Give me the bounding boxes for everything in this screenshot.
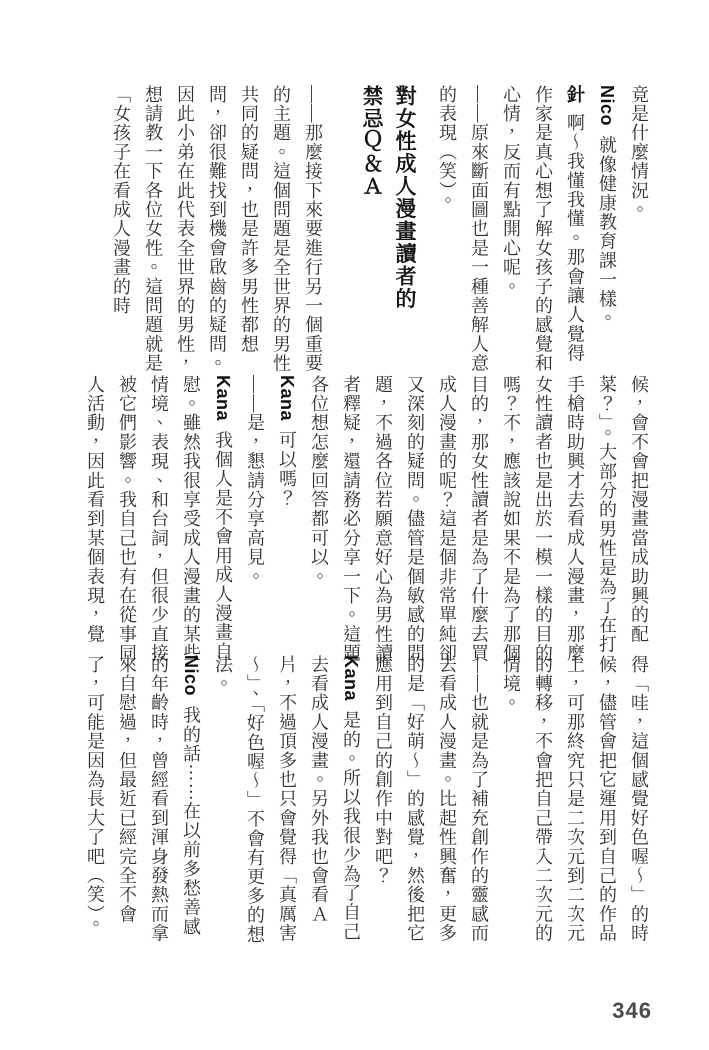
speaker-name: 針	[565, 85, 585, 104]
speaker-name: Kana	[341, 655, 361, 702]
vertical-paragraph: Kana可以嗎？	[277, 375, 297, 508]
vertical-paragraph: ——原來斷面圖也是一種善解人意的表現（笑）。	[437, 85, 489, 373]
vertical-paragraph: Nico就像健康教育課一樣。	[597, 85, 617, 328]
speaker-name: Nico	[181, 655, 201, 697]
vertical-paragraph: 得「哇，這個感覺好色喔～」的時候，儘管會把它運用到自己的作品上，可那終究只是二次元到二次元的轉移，不會把自己帶入二次元的情境。	[501, 655, 649, 943]
text-section-top	[51, 85, 655, 377]
speaker-name: Kana	[277, 375, 297, 422]
section-heading: 對女性成人漫畫讀者的 禁忌Ｑ＆Ａ	[360, 85, 416, 310]
speaker-name: Nico	[597, 85, 617, 127]
page-number: 346	[612, 998, 652, 1023]
speaker-name: Kana	[213, 375, 233, 422]
vertical-paragraph: ——也就是為了補充創作的靈感而去看成人漫畫。比起性興奮，更多的是「好萌～」的感覺，然後把它應用到自己的創作中對吧？	[373, 655, 489, 943]
vertical-paragraph: 針啊～我懂我懂。那會讓人覺得作家是真心想了解女孩子的感覺和心情，反而有點開心呢。	[501, 85, 585, 373]
vertical-paragraph: ——那麼接下來要進行另一個重要的主題。這個問題是全世界的男性共同的疑問，也是許多男性都想問，卻很難找到機會啟齒的疑問。因此小弟在此代表全世界的男性，想請教一下各位女性。這問題就是「女孩子在看成人漫畫的時	[111, 85, 323, 373]
text-section-bottom	[51, 655, 655, 947]
vertical-paragraph: 竟是什麼情況。	[629, 85, 649, 220]
vertical-paragraph: Kana是的。所以我很少為了自己去看成人漫畫。另外我也會看Ａ片，不過頂多也只會覺得「真厲害～」、「好色喔～」不會有更多的想法。	[213, 655, 361, 945]
text-section-middle	[51, 375, 655, 667]
vertical-paragraph: 候，會不會把漫畫當成助興的配菜？」。大部分的男性是為了在打手槍時助興才去看成人漫畫，那麼女性讀者也是出於一模一樣的目的嗎？不，應該說如果不是為了那個目的，那女性讀者是為了什麼去買成人漫畫的呢？這是個非常單純卻又深刻的疑問。儘管是個敏感的問題，不過各位若願意好心為男性讀者釋疑，還請務必分享一下。這題各位想怎麼回答都可以。	[309, 375, 649, 663]
vertical-paragraph: Kana我個人是不會用成人漫畫自慰。雖然我很享受成人漫畫的某些情境、表現、和台詞，但很少直接被它們影響。我自己也有在從事同人活動，因此看到某個表現，覺	[85, 375, 233, 663]
vertical-paragraph: ——是，懇請分享高見。	[245, 375, 265, 587]
vertical-paragraph: Nico我的話⋯⋯在以前多愁善感的年齡時，曾經看到渾身發熱而拿來自慰過，但最近已經完全不會了，可能是因為長大了吧（笑）。	[85, 655, 201, 943]
